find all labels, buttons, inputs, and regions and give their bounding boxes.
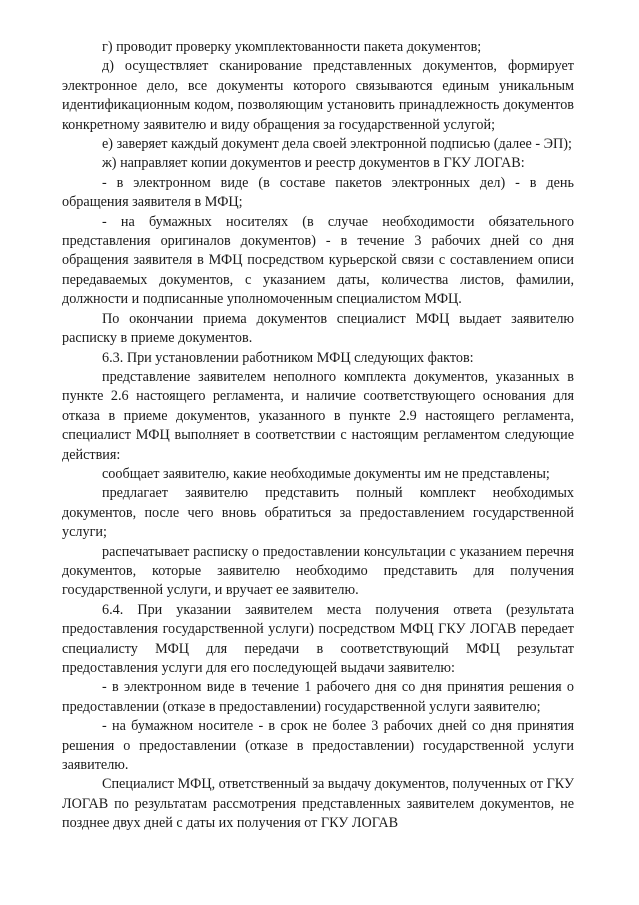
paragraph-receipt: По окончании приема документов специалист МФЦ выдает заявителю расписку в приеме документов. [62,310,574,347]
paragraph-specialist: Специалист МФЦ, ответственный за выдачу документов, полученных от ГКУ ЛОГАВ по результатам рассмотрения представленных заявителем документов, не позднее двух дней с даты их получения от ГКУ ЛОГАВ [62,776,574,832]
paragraph-prints: распечатывает расписку о предоставлении консультации с указанием перечня документов, которые заявителю необходимо представить для получения государственной услуги, и вручает ее заявителю. [62,543,574,599]
document-page [62,38,574,834]
paragraph-6-4: 6.4. При указании заявителем места получения ответа (результата предоставления государственной услуги) посредством МФЦ ГКУ ЛОГАВ передает специалисту МФЦ для передачи в соответствующий МФЦ результат предоставления услуги для его последующей выдачи заявителю: [62,601,574,676]
paragraph-electronic: - в электронном виде (в составе пакетов электронных дел) - в день обращения заявителя в МФЦ; [62,174,574,211]
paragraph-g: г) проводит проверку укомплектованности пакета документов; [102,39,482,55]
paragraph-informs: сообщает заявителю, какие необходимые документы им не представлены; [102,465,550,482]
paragraph-electronic-result: - в электронном виде в течение 1 рабочего дня со дня принятия решения о предоставлении (отказе в предоставлении) государственной услуги заявителю; [62,679,574,715]
paragraph-d: д) осуществляет сканирование представленных документов, формирует электронное дело, все документы которого связываются единым уникальным идентификационным кодом, позволяющим установить принадлежность документов конкретному заявителю и виду обращения за государственной услугой; [62,58,574,133]
paragraph-6-3: 6.3. При установлении работником МФЦ следующих фактов: [102,349,474,366]
paragraph-paper-result: - на бумажном носителе - в срок не более 3 рабочих дней со дня принятия решения о предоставлении (отказе в предоставлении) государственной услуги заявителю. [62,718,574,774]
paragraph-e: е) заверяет каждый документ дела своей электронной подписью (далее - ЭП); [102,136,572,153]
paragraph-paper: - на бумажных носителях (в случае необходимости обязательного представления оригиналов документов) - в течение 3 рабочих дней со дня обращения заявителя в МФЦ посредством курьерской связи с составлением описи передаваемых документов, с указанием даты, количества листов, фамилии, должности и подписанные уполномоченным специалистом МФЦ. [62,213,574,308]
paragraph-offers: предлагает заявителю представить полный комплект необходимых документов, после чего вновь обратиться за предоставлением государственной услуги; [62,485,574,541]
paragraph-incomplete: представление заявителем неполного комплекта документов, указанных в пункте 2.6 настоящего регламента, и наличие соответствующего основания для отказа в приеме документов, указанного в пункте 2.9 настоящего регламента, специалист МФЦ выполняет в соответствии с настоящим регламентом следующие действия: [62,368,574,463]
paragraph-zh: ж) направляет копии документов и реестр документов в ГКУ ЛОГАВ: [102,155,525,172]
